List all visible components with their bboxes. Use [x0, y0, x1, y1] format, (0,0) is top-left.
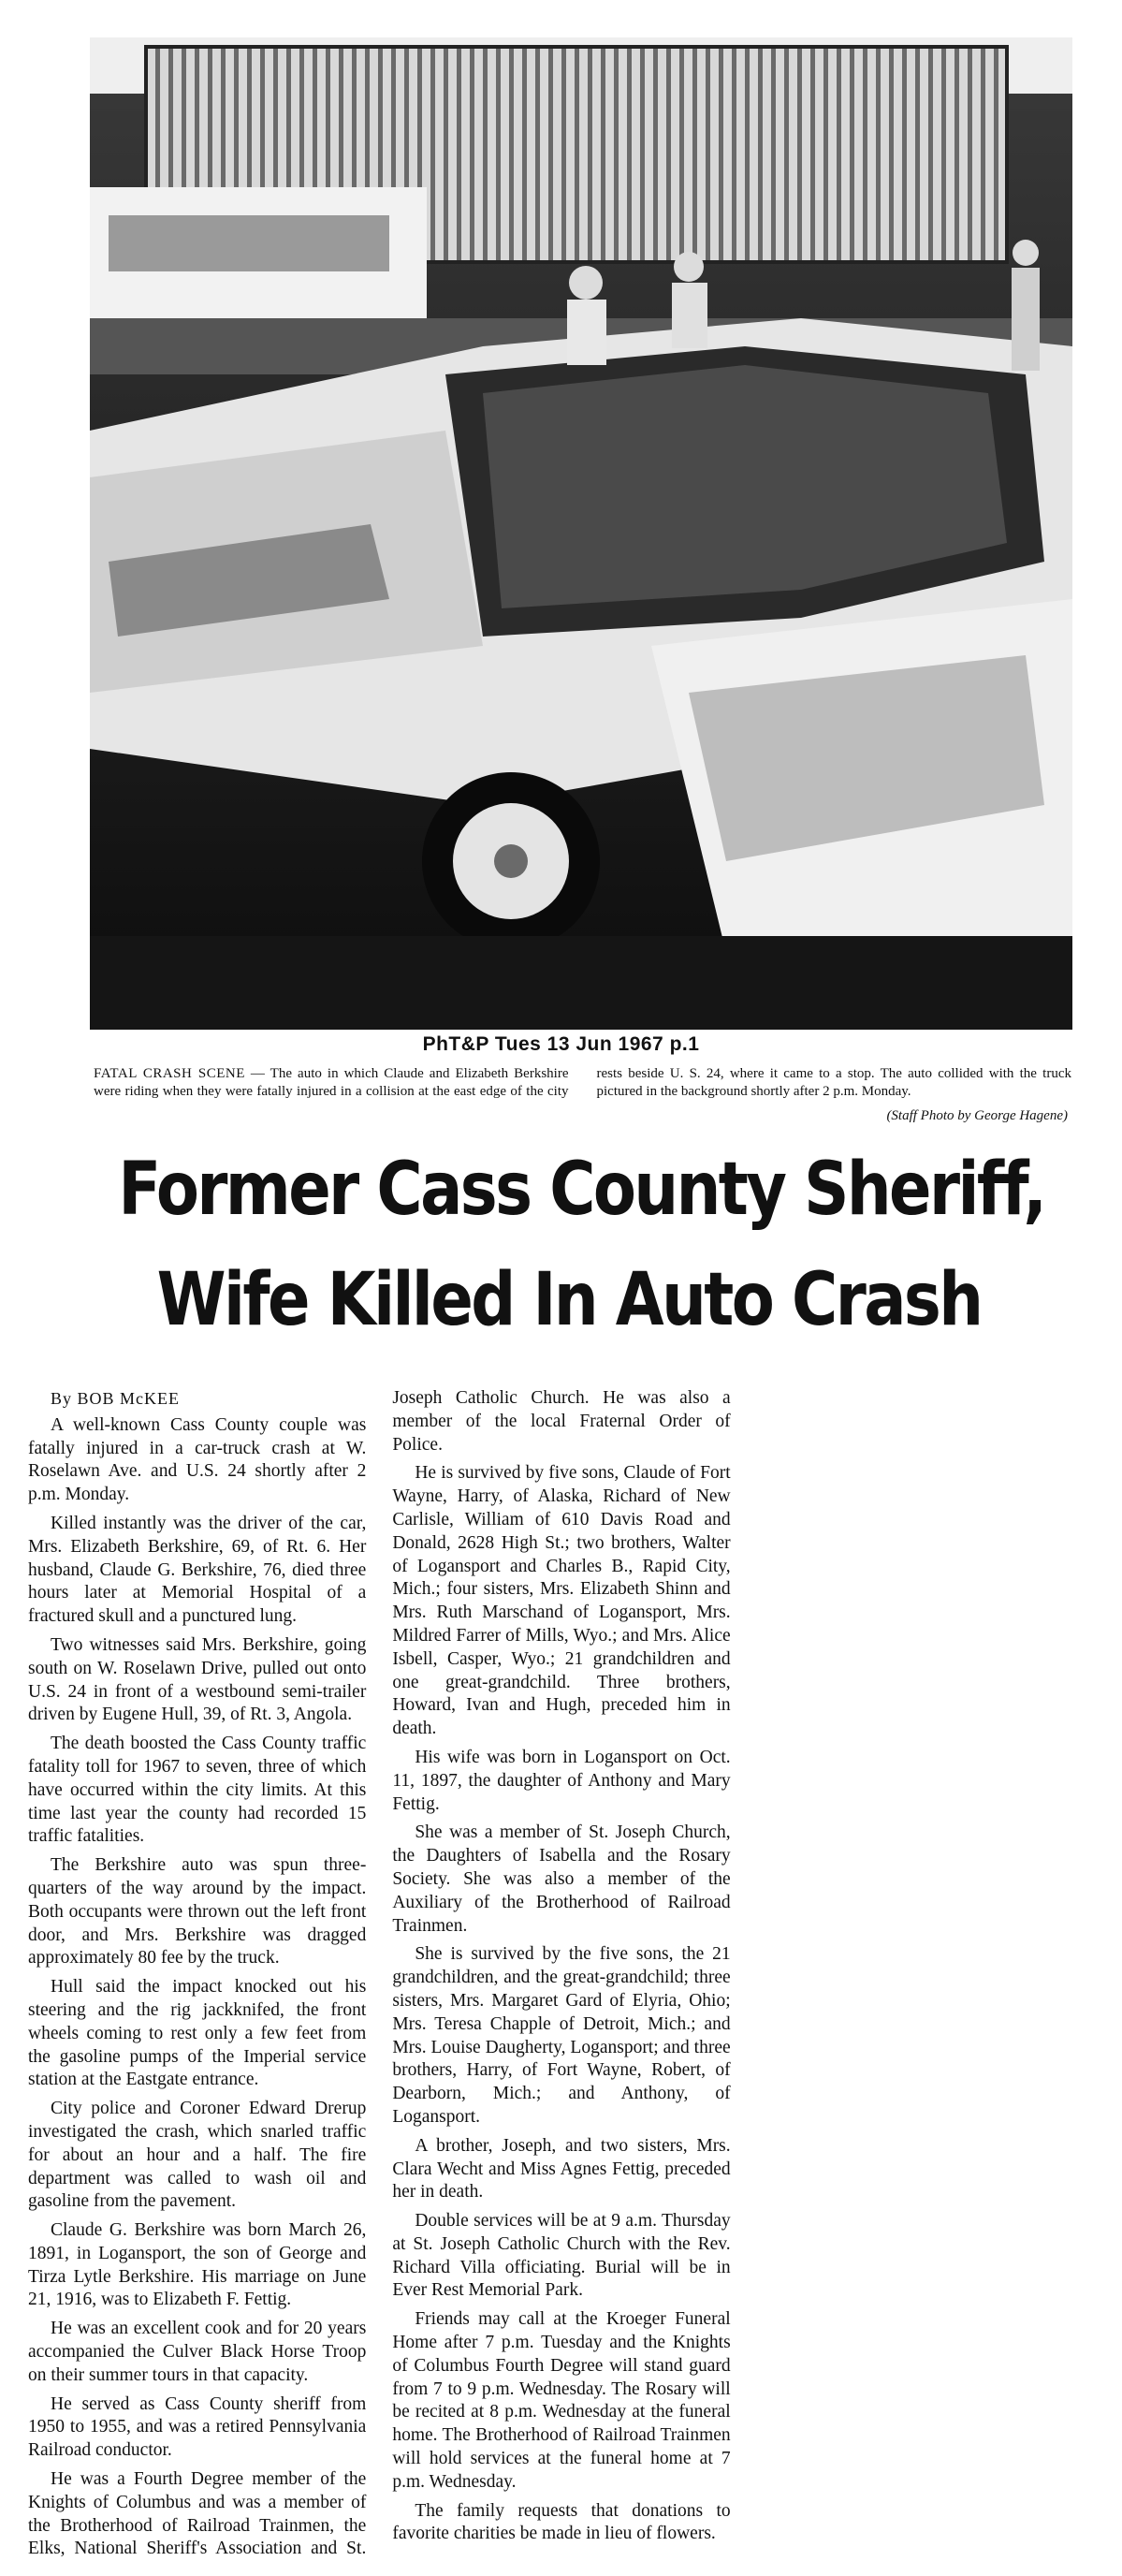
article-paragraph: He served as Cass County sheriff from 1950 to 1955, and was a retired Pennsylvania Railroad conductor. [28, 2393, 367, 2461]
crash-photo-illustration [90, 37, 1072, 1030]
article-paragraph: The Berkshire auto was spun three-quarters of the way around by the impact. Both occupants were thrown out the left front door, and Mrs. Berkshire was dragged approximately 80 fee by the truck. [28, 1855, 367, 1969]
headline-line-1: Former Cass County Sheriff, [118, 1148, 1045, 1232]
article-paragraph: Double services will be at 9 a.m. Thursday at St. Joseph Catholic Church with the Rev. Richard Villa officiating. Burial will be in Ever Rest Memorial Park. [392, 2211, 731, 2301]
article-paragraph: He was an excellent cook and for 20 years accompanied the Culver Black Horse Troop on their summer tours in that capacity. [28, 2319, 367, 2385]
article-paragraph: She is survived by the five sons, the 21 grandchildren, and the great-grandchild; three sisters, Mrs. Margaret Gard of Elyria, Ohio; Mrs. Teresa Chapple of Detroit, Mich.; and Mrs. Louise Daugherty, Logansport; and three brothers, Harry, of Fort Wayne, Robert, of Dearborn, Mich.; and Anthony, of Logansport. [392, 1944, 731, 2127]
article-paragraph: She was a member of St. Joseph Church, the Daughters of Isabella and the Rosary Society. She was also a member of the Auxiliary of the Brotherhood of Railroad Trainmen. [392, 1822, 731, 1936]
article-paragraph: A well-known Cass County couple was fatally injured in a car-truck crash at W. Roselawn Ave. and U.S. 24 shortly after 2 p.m. Monday. [28, 1414, 367, 1505]
article-paragraph: A brother, Joseph, and two sisters, Mrs. Clara Wecht and Miss Agnes Fettig, preceded her in death. [392, 2135, 731, 2203]
article-paragraph: The family requests that donations to favorite charities be made in lieu of flowers. [392, 2500, 731, 2544]
article-paragraph: He is survived by five sons, Claude of Fort Wayne, Harry, of Alaska, Richard of New Carlisle, William of 610 Davis Road and Donald, 2628 High St.; two brothers, Walter of Logansport and Charles B., Rapid City, Mich.; four sisters, Mrs. Elizabeth Shinn and Mrs. Ruth Marschand of Logansport, Mrs. Mildred Farrer of Mills, Wyo.; and Mrs. Alice Isbell, Casper, Wyo.; 21 grandchildren and one great-grandchild. Three brothers, Howard, Ivan and Hugh, preceded him in death. [392, 1463, 731, 1739]
article-paragraph: Hull said the impact knocked out his steering and the rig jackknifed, the front wheels coming to rest only a few feet from the gasoline pumps of the Imperial service station at the Eastgate entrance. [28, 1977, 367, 2090]
article-body [28, 1387, 1095, 2571]
article-paragraph: Two witnesses said Mrs. Berkshire, going south on W. Roselawn Drive, pulled out onto U.S. 24 in front of a westbound semi-trailer driven by Eugene Hull, 39, of Rt. 3, Angola. [28, 1634, 367, 1725]
article-paragraph: Killed instantly was the driver of the car, Mrs. Elizabeth Berkshire, 69, of Rt. 6. Her husband, Claude G. Berkshire, 76, died three hours later at Memorial Hospital of a fractured skull and a punctured lung. [28, 1513, 367, 1627]
source-label: PhT&P Tues 13 Jun 1967 p.1 [422, 1033, 700, 1055]
article-paragraph: Claude G. Berkshire was born March 26, 1891, in Logansport, the son of George and Tirza Lytle Berkshire. His marriage on June 21, 1916, was to Elizabeth F. Fettig. [28, 2220, 367, 2310]
caption-lead: FATAL CRASH SCENE [94, 1066, 245, 1081]
photo-credit: (Staff Photo by George Hagene) [886, 1108, 1068, 1123]
crash-scene-photo [90, 37, 1072, 1030]
article-paragraph: He was a Fourth Degree member of the Knights of Columbus and was a member of the Brotherhood of Railroad Trainmen, the Elks, National Sheriff's Association and St. Joseph Catholic Church. He was also a member of the local Fraternal Order of Police. [28, 1388, 731, 2559]
article-paragraph: Friends may call at the Kroeger Funeral Home after 7 p.m. Tuesday and the Knights of Columbus Fourth Degree will stand guard from 7 to 9 p.m. Wednesday. The Rosary will be recited at 8 p.m. Wednesday at the funeral home. The Brotherhood of Railroad Trainmen will hold services at the funeral home at 7 p.m. Wednesday. [392, 2309, 731, 2492]
article-paragraph: His wife was born in Logansport on Oct. 11, 1897, the daughter of Anthony and Mary Fettig. [392, 1747, 731, 1814]
photo-caption [94, 1065, 1071, 1101]
article-paragraph: The death boosted the Cass County traffic fatality toll for 1967 to seven, three of which have occurred within the city limits. At this time last year the county had recorded 15 traffic fatalities. [28, 1734, 367, 1847]
article-paragraph: City police and Coroner Edward Drerup investigated the crash, which snarled traffic for about an hour and a half. The fire department was called to wash oil and gasoline from the pavement. [28, 2099, 367, 2212]
headline [118, 1134, 1045, 1355]
headline-line-2: Wife Killed In Auto Crash [156, 1258, 982, 1342]
caption-text: — The auto in which Claude and Elizabeth Berkshire were riding when they were fatally injured in a collision at the east edge of the city rests beside U. S. 24, where it came to a stop. The auto collided with the truck pictured in the background shortly after 2 p.m. Monday. [94, 1066, 1071, 1099]
byline: By BOB McKEE [51, 1389, 180, 1408]
